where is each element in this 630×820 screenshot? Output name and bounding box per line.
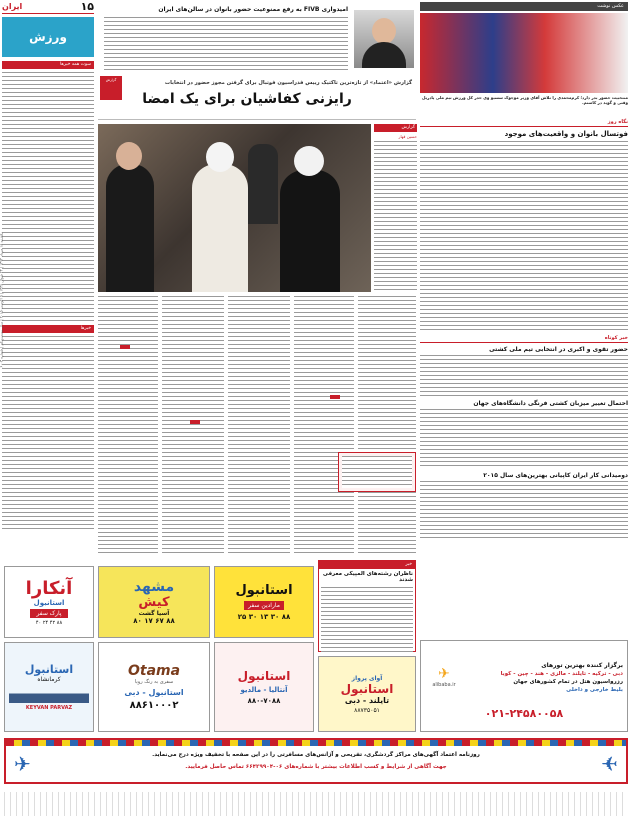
rail-subhead: خبرها — [2, 325, 94, 333]
pull-quote-box — [338, 452, 416, 492]
person-body-icon — [362, 42, 406, 68]
masthead-strip — [2, 0, 94, 14]
story-4-text — [420, 481, 628, 539]
figure-center-head — [206, 142, 234, 172]
body-col-4 — [294, 296, 354, 554]
ad-alibaba[interactable]: برگزار کننده بهترین تورهای دبی - ترکیه - تایلند - مالزی - هند - چین - کوبا رزرواسیون هتل در تمام کشورهای جهان بلیط خارجی و داخلی ✈ alibaba.ir ۰۲۱-۲۴۵۸۰۰۵۸ — [420, 640, 628, 732]
top-story — [98, 2, 416, 120]
reporter-name: حسین قهار — [398, 134, 417, 139]
phone-badge: گزارش — [100, 76, 122, 100]
date-strip: یکشنبه ۱۸ مرداد ۱۳۹۴ | ۲۳ شوال ۱۴۳۶ | ۹ آگوست ۲۰۱۵ | سال بیست‌ویکم | شماره ۶۰۰۳ — [0, 232, 4, 368]
ad-ankara[interactable]: آنکارا استانبول پارک سفر ۸۸ ۴۲ ۲۴ ۴۰ — [4, 566, 94, 638]
footer-strip — [4, 792, 628, 816]
body-col-2 — [162, 296, 224, 554]
agencies-banner — [4, 738, 628, 784]
banner-line-1: روزنامه اعتماد آگهی‌های مراکز گردشگری، تفریحی و آژانس‌های مسافرتی را در این صفحه با تخفیف ویژه درج می‌نماید. — [152, 752, 480, 758]
rail-text-2 — [2, 336, 94, 531]
body-col-1 — [98, 296, 158, 554]
body-col-3 — [228, 296, 290, 554]
story-4-title: دومیدانی کار ایران کاپیانی بهترین‌های سال ۲۰۱۵ — [483, 472, 628, 479]
story-1-text — [420, 141, 628, 331]
ad-istanbul-1[interactable]: استانبول مارادین سفر ۸۸ ۳۰ ۱۳ ۳۰ ۲۵ — [214, 566, 314, 638]
team-photo-caption: منتخبیت حضور بدر دارد؛ کرم‌محمدی را تلاش آقای وزیر موجوک سسیو وی حدر کل ورزش تیم ملی پادریل وقتی و گوید در کاستم. — [422, 95, 628, 105]
section-head-3: خبر کوتاه — [420, 335, 628, 343]
plane-right-icon: ✈ — [601, 752, 618, 776]
main-photo — [98, 124, 371, 292]
story-3-text — [420, 409, 628, 469]
story-series: گزارش «اعتماد» از تازه‌ترین تاکتیک رییس فدراسیون فوتبال برای گرفتن مجوز حضور در انتخابات — [164, 80, 412, 86]
story-headline: رایزنی کفاشیان برای یک امضا — [142, 91, 352, 107]
figure-right-head — [294, 146, 324, 176]
report-label: گزارش — [374, 124, 417, 132]
olympic-news-title: ناظران رشته‌های المپیکی معرفی شدند — [322, 571, 413, 583]
story-1-title: فوتسال بانوان و واقعیت‌های موجود — [504, 130, 628, 138]
team-photo — [420, 13, 628, 93]
plane-left-icon: ✈ — [14, 752, 31, 776]
section-rail — [2, 0, 94, 590]
figure-left-head — [116, 142, 142, 170]
ad-istanbul-2[interactable]: استانبول آنتالیا - مالدیو ۸۸۰-۷۰۸۸ — [214, 642, 314, 732]
top-photo — [354, 10, 414, 68]
figure-left — [106, 164, 154, 292]
ad-istanbul-3[interactable]: آوای پرواز استانبول تایلند - دبی ۸۸۷۳۵۰۵۱ — [318, 656, 416, 732]
skyline-icon — [9, 687, 89, 703]
right-column — [420, 2, 628, 557]
newspaper-logo: ایران — [2, 2, 23, 11]
top-kicker: امیدواری FIVB به رفع ممنوعیت حضور بانوان در سالن‌های ایران — [158, 6, 348, 13]
report-column — [374, 124, 417, 292]
banner-line-2: جهت آگاهی از شرایط و کسب اطلاعات بیشتر با شماره‌های ۰۶-۶۶۴۲۹۹۰۴ تماس حاصل فرمایید. — [185, 764, 447, 770]
section-badge — [2, 17, 94, 57]
figure-right — [280, 170, 340, 292]
story-2-title: حضور تقوی و اکبری در انتخابی تیم ملی کشتی — [489, 346, 628, 353]
story-3-title: احتمال تغییر میزبان کشتی فرنگی دانشگاه‌های جهان — [473, 400, 628, 407]
figure-center — [192, 164, 248, 292]
alibaba-logo: ✈ alibaba.ir — [421, 666, 467, 688]
report-text — [374, 141, 417, 291]
section-title: ورزش — [29, 30, 67, 44]
rail-text-1 — [2, 72, 94, 322]
ad-istanbul-left[interactable]: استانبول کرمانشاه KEYVAN PARVAZ — [4, 642, 94, 732]
section-head-2: نگاه روز — [420, 119, 628, 127]
ad-otama[interactable]: Otama سفری به رنگ رویا استانبول - دبی ۸۸۶۱۰۰۰۲ — [98, 642, 210, 732]
story-2-text — [420, 355, 628, 397]
rail-header: سوت همه خبرها — [2, 61, 94, 69]
olympic-news-box: خبر ناظران رشته‌های المپیکی معرفی شدند — [318, 560, 416, 652]
photo-caption-head: عکس نوشت — [420, 2, 628, 11]
ad-mashhad[interactable]: مشهد کیش آسیا گشت ۸۸ ۶۷ ۱۷ ۸۰ — [98, 566, 210, 638]
plane-icon: ✈ — [438, 666, 450, 682]
section-marker — [120, 345, 130, 349]
body-col-5 — [358, 296, 416, 554]
section-marker — [190, 420, 200, 424]
figure-back — [248, 144, 278, 224]
page-number: ۱۵ — [80, 0, 94, 13]
top-kicker-text — [104, 17, 348, 73]
person-head-icon — [372, 18, 396, 44]
section-marker — [330, 395, 340, 399]
